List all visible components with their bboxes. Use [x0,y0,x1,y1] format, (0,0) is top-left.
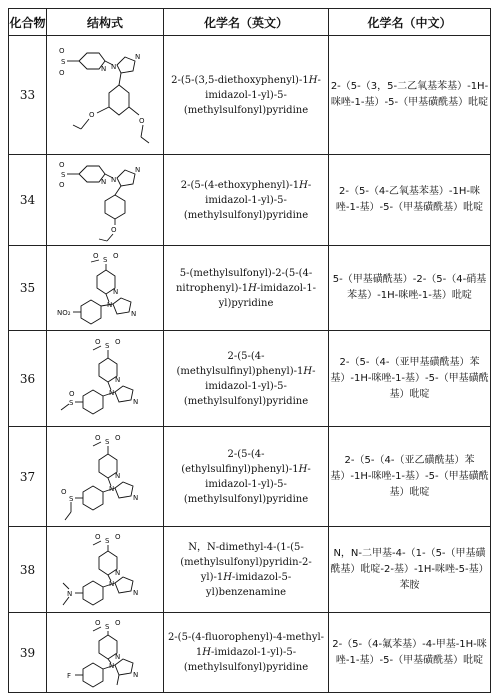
svg-text:O: O [59,181,65,189]
name-en-cell [164,36,329,155]
name-en-part: 5-(methylsulfonyl)-2-(5-(4-nitrophenyl)-1 [175,267,313,294]
svg-text:N: N [115,375,121,384]
svg-text:N: N [115,568,121,577]
compound-id: 39 [9,613,47,693]
compound-id: 35 [9,246,47,331]
svg-text:N: N [135,166,141,174]
name-en-cell [164,246,329,331]
svg-text:O: O [115,532,121,541]
table-row [9,36,491,155]
svg-text:N: N [133,397,139,406]
name-en-part: 2-(5-(3,5-diethoxyphenyl)-1 [171,74,309,86]
structure-35-image [55,248,155,328]
svg-text:O: O [95,532,101,541]
svg-text:O: O [115,433,121,442]
svg-text:O: O [95,337,101,346]
compound-id: 36 [9,331,47,427]
compound-table [8,8,491,693]
structure-cell [47,427,164,527]
name-zh-cell: 2-（5-（4-氟苯基）-4-甲基-1H-咪唑-1-基）-5-（甲基磺酰基）吡啶 [329,613,491,693]
svg-text:N: N [109,484,115,493]
svg-text:F: F [67,671,72,680]
name-zh-cell: 2-（5-（4-（亚乙磺酰基）苯基）-1H-咪唑-1-基）-5-（甲基磺酰基）吡啶 [329,427,491,527]
svg-text:O: O [95,618,101,627]
svg-text:N: N [109,579,115,588]
name-en-part: 2-(5-(4-(methylsulfinyl)phenyl)-1 [176,350,304,377]
table-row [9,613,491,693]
structure-36-image [55,334,155,424]
name-en-part: N，N-dimethyl-4-(1-(5-(methylsulfonyl)pyridin-2-yl)-1 [180,541,312,583]
header-row [9,9,491,36]
name-en-italic: H [308,74,318,86]
name-zh-cell: 5-（甲基磺酰基）-2-（5-（4-硝基苯基）-1H-咪唑-1-基）吡啶 [329,246,491,331]
compound-id: 33 [9,36,47,155]
table-row [9,427,491,527]
svg-text:N: N [115,652,121,661]
name-en-part: -imidazol-1-yl)pyridine [218,282,317,309]
svg-text:O: O [59,69,65,77]
name-en-part: -imidazol-1-yl)-5-(methylsulfonyl)pyridine [183,365,316,407]
svg-text:N: N [113,288,119,296]
table-row [9,246,491,331]
name-en-part: 2-(5-(4-fluorophenyl)-4-methyl-1 [167,632,325,658]
svg-text:S: S [105,622,110,631]
svg-text:N: N [133,493,139,502]
name-en-cell [164,427,329,527]
name-en-cell [164,613,329,693]
svg-text:O: O [93,252,99,260]
svg-text:O: O [89,111,95,119]
name-zh-cell: 2-（5-（3，5-二乙氧基苯基）-1H-咪唑-1-基）-5-（甲基磺酰基）吡啶 [329,36,491,155]
structure-cell [47,155,164,246]
table-row [9,527,491,613]
svg-text:N: N [115,471,121,480]
header-name-en: 化学名（英文） [164,9,329,36]
svg-text:S: S [105,341,110,350]
name-zh-cell: 2-（5-（4-（亚甲基磺酰基）苯基）-1H-咪唑-1-基）-5-（甲基磺酰基）吡啶 [329,331,491,427]
structure-38-image [55,529,155,611]
svg-text:N: N [109,388,115,397]
svg-text:O: O [115,337,121,346]
svg-text:S: S [69,494,74,503]
svg-text:S: S [69,398,74,407]
structure-33-image [55,39,155,151]
structure-39-image [55,615,155,691]
name-en-cell [164,527,329,613]
svg-text:O: O [59,47,65,55]
name-en-part: -imidazol-5-yl)benzenamine [205,571,292,598]
svg-text:N: N [101,178,107,186]
structure-cell [47,246,164,331]
svg-text:N: N [133,588,139,597]
name-en-part: -imidazol-1-yl)-5-(methylsulfonyl)pyridine [183,647,309,673]
svg-text:N: N [111,176,117,184]
svg-text:O: O [61,487,67,496]
svg-text:N: N [111,63,117,71]
svg-text:N: N [133,670,139,679]
svg-text:O: O [95,433,101,442]
svg-text:O: O [139,117,145,125]
name-en-italic: H [202,647,211,658]
structure-cell [47,613,164,693]
name-en-italic: H [303,365,313,377]
compound-id: 37 [9,427,47,527]
name-en-cell [164,155,329,246]
name-zh-cell: N，N-二甲基-4-（1-（5-（甲基磺酰基）吡啶-2-基）-1H-咪唑-5-基）苯胺 [329,527,491,613]
svg-text:N: N [109,661,115,670]
table-row [9,331,491,427]
header-structure: 结构式 [47,9,164,36]
structure-cell [47,527,164,613]
svg-text:N: N [67,589,73,598]
svg-text:S: S [61,58,66,66]
svg-text:O: O [111,226,117,234]
name-en-part: 2-(5-(4-(ethylsulfinyl)phenyl)-1 [181,448,299,475]
svg-text:O: O [69,389,75,398]
table-row [9,155,491,246]
compound-id: 38 [9,527,47,613]
name-en-part: 2-(5-(4-ethoxyphenyl)-1 [180,179,300,191]
svg-text:S: S [105,536,110,545]
svg-text:N: N [107,301,113,309]
compound-id: 34 [9,155,47,246]
svg-text:N: N [101,65,107,73]
name-zh-cell: 2-（5-（4-乙氧基苯基）-1H-咪唑-1-基）-5-（甲基磺酰基）吡啶 [329,155,491,246]
structure-37-image [55,430,155,524]
header-name-zh: 化学名（中文） [329,9,491,36]
name-en-part: -imidazol-1-yl)-5-(methylsulfonyl)pyridine [183,179,312,221]
name-en-italic: H [223,571,232,583]
name-en-part: -imidazol-1-yl)-5-(methylsulfonyl)pyridine [183,463,311,505]
structure-34-image [55,157,155,243]
svg-text:O: O [115,618,121,627]
svg-text:NO₂: NO₂ [57,309,71,317]
name-en-part: -imidazol-1-yl)-5-(methylsulfonyl)pyridine [183,74,321,116]
structure-cell [47,36,164,155]
name-en-cell [164,331,329,427]
svg-text:N: N [135,53,141,61]
svg-text:O: O [59,161,65,169]
name-en-italic: H [299,179,308,191]
svg-text:S: S [103,256,108,264]
name-en-italic: H [298,463,308,475]
name-en-italic: H [248,282,257,294]
svg-text:O: O [113,252,119,260]
svg-text:N: N [131,310,137,318]
svg-text:S: S [61,171,66,179]
structure-cell [47,331,164,427]
svg-text:S: S [105,437,110,446]
header-compound: 化合物 [9,9,47,36]
